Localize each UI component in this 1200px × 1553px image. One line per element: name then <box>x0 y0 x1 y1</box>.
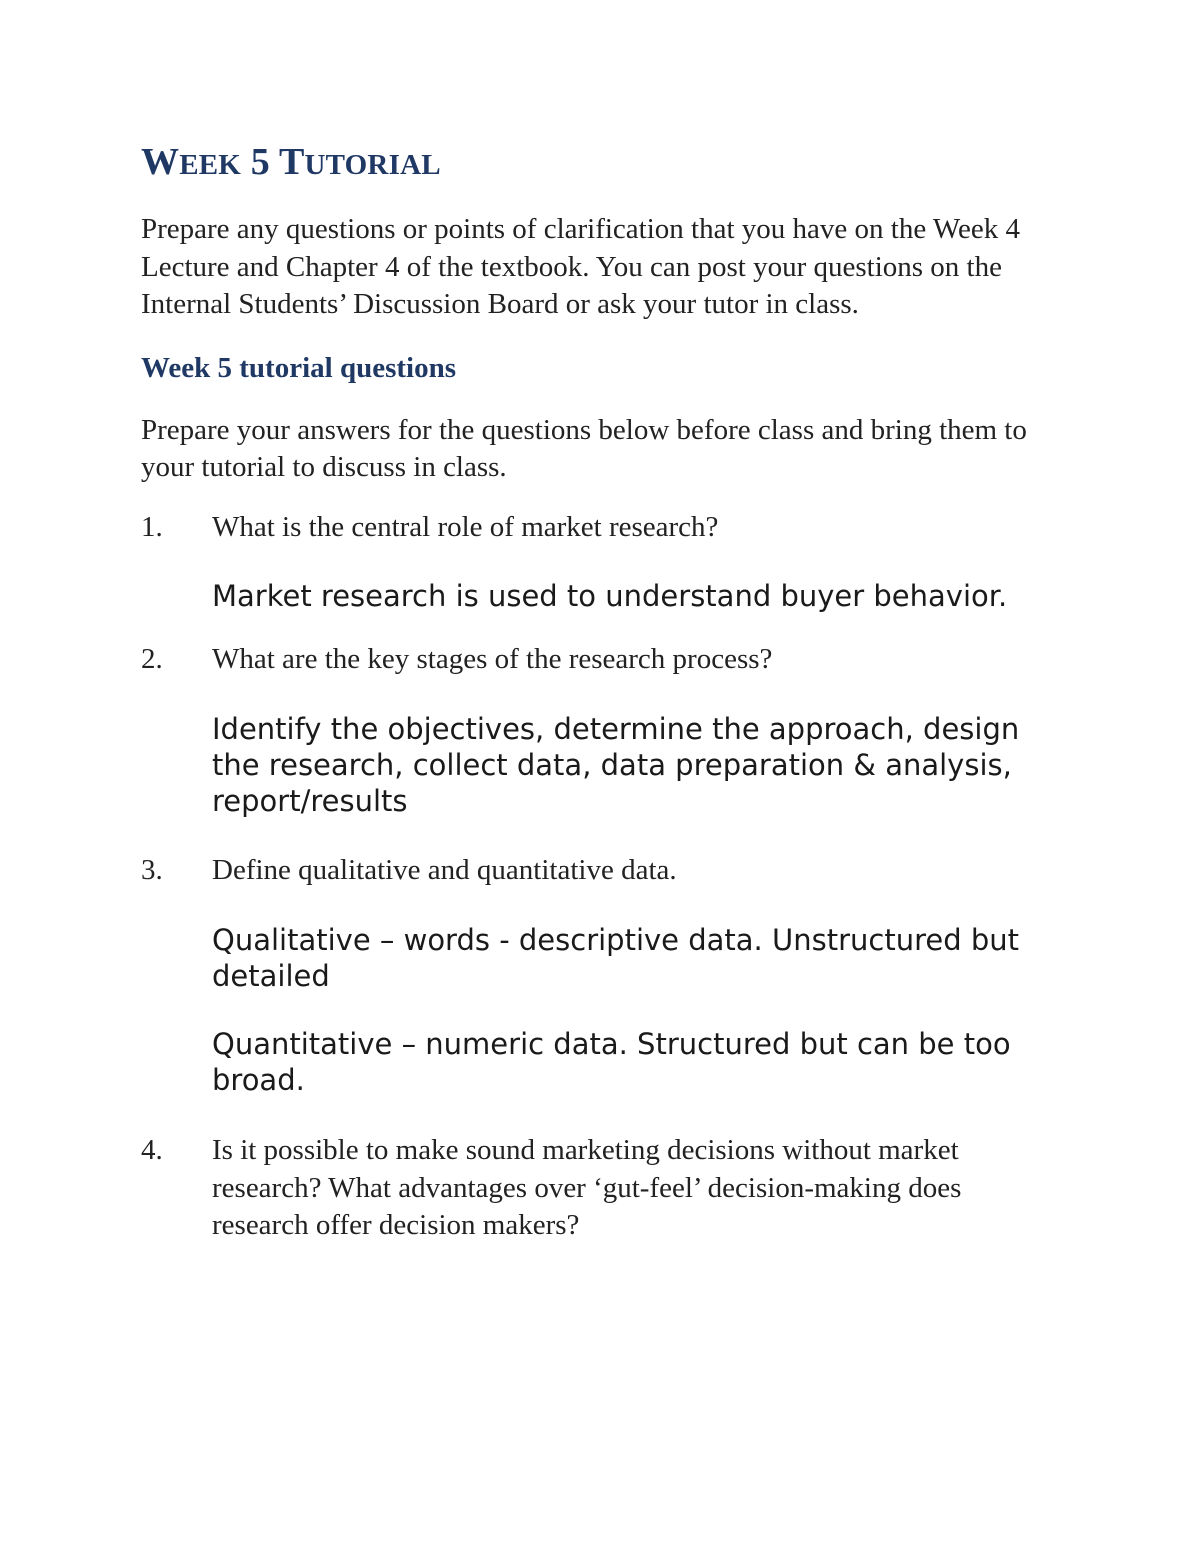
question-number: 1. <box>141 510 163 543</box>
question-number: 4. <box>141 1134 163 1166</box>
title-part-number: 5 <box>241 141 279 183</box>
title-part-eek: EEK <box>179 149 242 181</box>
title-letter-w: W <box>141 141 180 183</box>
question-number: 3. <box>141 853 163 886</box>
question-item-1 <box>141 509 1071 615</box>
answer-text: Market research is used to understand buyer behavior. <box>212 579 1008 613</box>
question-text: What is the central role of market research? <box>212 510 719 543</box>
question-text: Is it possible to make sound marketing decisions without market research? What advantages over ‘gut-feel’ decision-making does research offer decision makers? <box>212 1134 962 1241</box>
document-content <box>141 138 1071 1245</box>
question-list <box>141 509 1071 1245</box>
question-text: Define qualitative and quantitative data. <box>212 853 677 886</box>
intro-paragraph: Prepare any questions or points of clarification that you have on the Week 4 Lecture and Chapter 4 of the textbook. You can post your questions on the Internal Students’ Discussion Board or ask your tutor in class. <box>141 213 1020 320</box>
page-title <box>141 138 1071 189</box>
question-item-3 <box>141 852 1071 1099</box>
title-part-utorial: UTORIAL <box>304 149 441 181</box>
section-heading: Week 5 tutorial questions <box>141 351 456 384</box>
instructions-paragraph: Prepare your answers for the questions below before class and bring them to your tutorial to discuss in class. <box>141 413 1027 483</box>
answer-text: Quantitative – numeric data. Structured but can be too broad. <box>212 1027 1011 1097</box>
title-letter-t: T <box>278 141 305 183</box>
question-number: 2. <box>141 643 163 675</box>
answer-text: Qualitative – words - descriptive data. Unstructured but detailed <box>212 923 1019 993</box>
question-text: What are the key stages of the research process? <box>212 643 773 675</box>
answer-text: Identify the objectives, determine the approach, design the research, collect data, data preparation & analysis, report/results <box>212 711 1020 818</box>
question-item-4 <box>141 1132 1071 1245</box>
question-item-2 <box>141 641 1071 819</box>
